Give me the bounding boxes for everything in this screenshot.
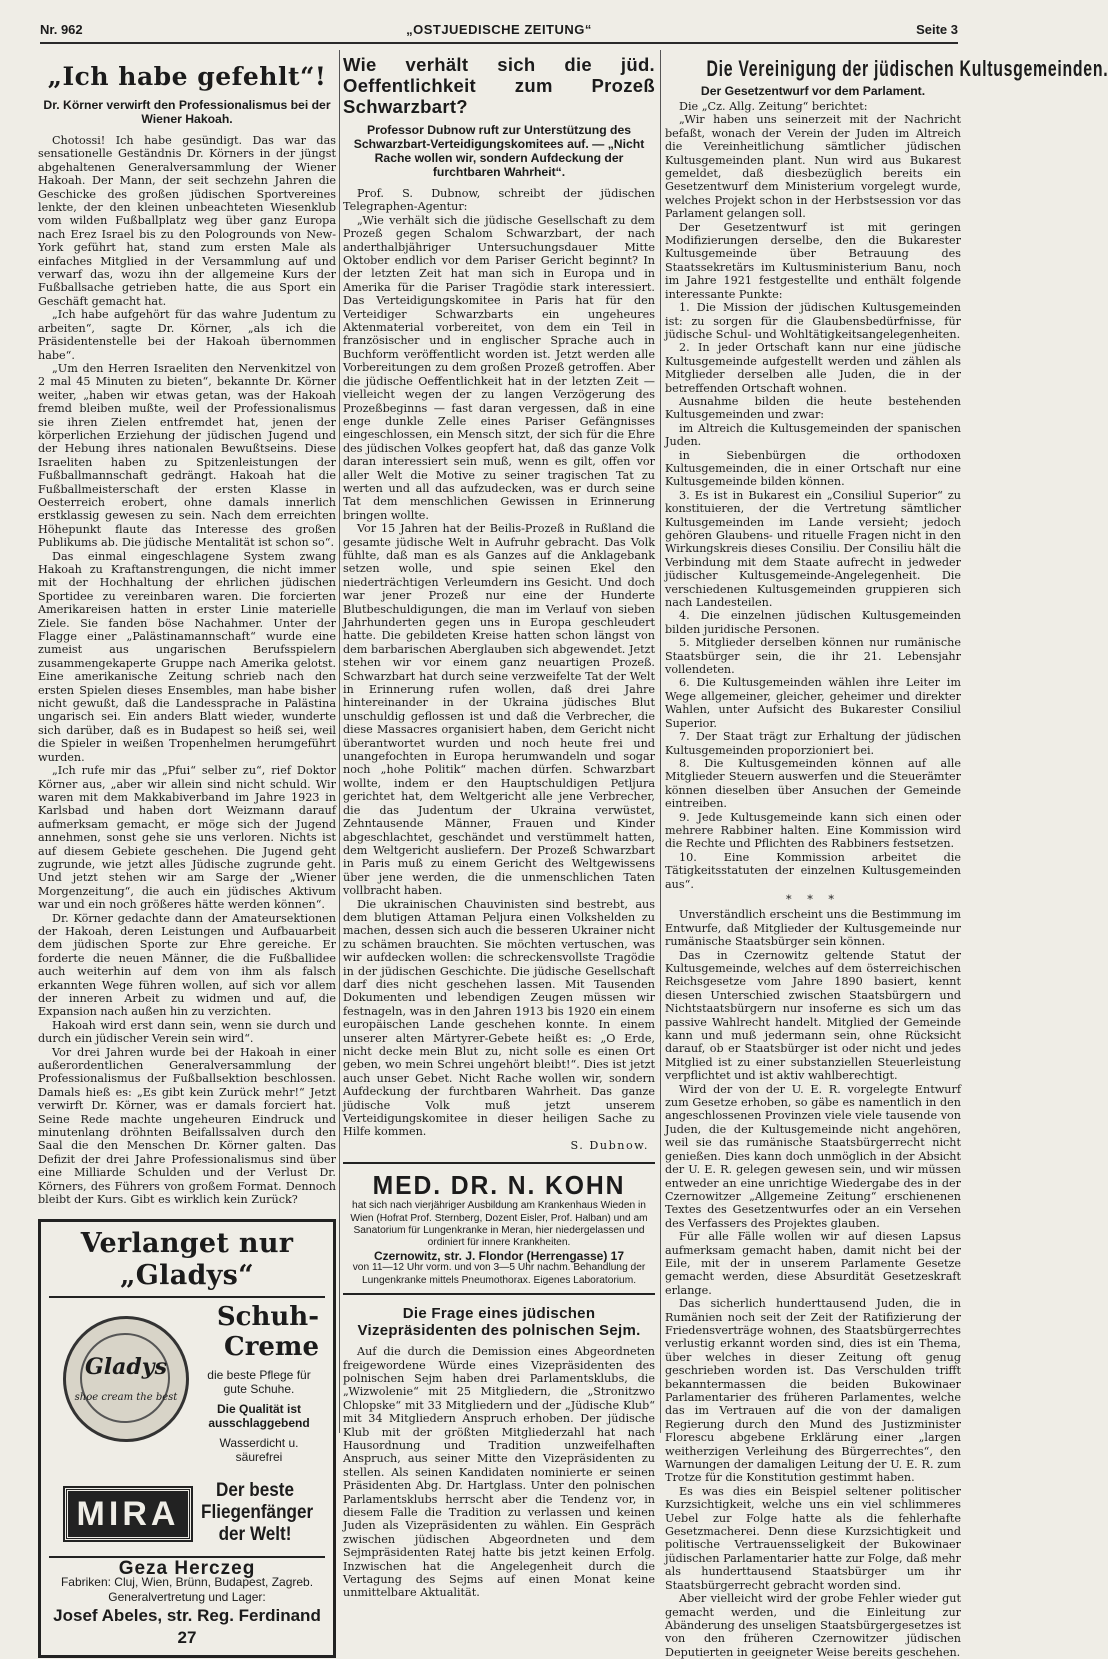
paragraph: 4. Die einzelnen jüdischen Kultusgemeinden bilden juridische Personen.: [665, 609, 961, 636]
paragraph: Die ukrainischen Chauvinisten sind bestrebt, aus dem blutigen Attaman Peljura einen Volkshelden zu machen, dessen sich auch die besseren Ukrainer nicht zu schämen brauchten. Sie möchten vertuschen, was wir aufdecken wollen: die schreckensvollste Tragödie in der jüdischen Geschichte. Die jüdische Gesellschaft darf dies nicht geschehen lassen. Mit Tausenden Dokumenten und lebendigen Zeugen müssen wir festnageln, was in den Jahren 1913 bis 1920 ein einem europäischen Lande geschehen konnte. In einem unserer alten Märtyrer-Gebete heißt es: „O Erde, nicht decke mein Blut zu, nicht solle es einen Ort geben, wo mein Schrei ungehört bleibt!“. Dies ist jetzt auch unser Gebet. Nicht Rache wollen wir, sondern Aufdeckung der furchtbaren Wahrheit. Das ganze jüdische Volk muß jetzt unserem Verteidigungskomitee in dieser heiligen Sache zu Hilfe kommen.: [343, 897, 655, 1139]
paragraph: Es was dies ein Beispiel seltener politischer Kurzsichtigkeit, welche uns ein viel schlimmeres Uebel zur Folge hatte als die fehlerhafte Gesetzmacherei. Denn diese Kurzsichtigkeit und politische Vertrauensseligkeit der Bukowinaer jüdischen Parlamentarier hatte zur Folge, daß mehr als hunderttausend Staatsbürger um ihr Staatsbürgerrecht gebracht worden sind.: [665, 1484, 961, 1592]
tin-slogan: shoe cream the best: [74, 1391, 178, 1403]
ad-hours: von 11—12 Uhr vorm. und von 3—5 Uhr nachm. Behandlung der Lungenkranke mittels Pneumothorax. Eigenes Laboratorium.: [352, 1262, 646, 1286]
paragraph: Wird der von der U. E. R. vorgelegte Entwurf zum Gesetze erhoben, so gäbe es namentlich in den angeschlossenen Provinzen viele viele tausende von Juden, die der Kultusgemeinde nicht angehören, weil sie das rumänische Staatsbürgerrecht nicht genießen. Dies kann doch unmöglich in der Absicht der U. E. R. gelegen gewesen sein, und wir müssen entweder an eine unrichtige Wiedergabe des in der Czernowitzer „Allgemeine Zeitung“ erschienenen Textes des Gesetzentwurfes oder an ein Versehen des Verfassers des Projektes glauben.: [665, 1082, 961, 1230]
paragraph: 7. Der Staat trägt zur Erhaltung der jüdischen Kultusgemeinden proporzioniert bei.: [665, 730, 961, 757]
page-header: [40, 14, 958, 44]
paragraph: Auf die durch die Demission eines Abgeordneten freigewordene Würde eines Vizepräsidenten des polnischen Sejm haben drei Parlamentsklubs, die „Wizwolenie“ mit 25 Mitgliedern, die „Stronitzwo Chlopske“ mit 33 Mitgliedern und der „Jüdische Klub“ mit 34 Mitgliedern Anspruch erhoben. Der jüdische Klub mit der größten Mitgliederzahl hat nach Hausordnung und Tradition unzweifelhaften Anspruch, aus seiner Mitte den Vizepräsidenten zu stellen. Als seinen Kandidaten nominierte er seinen Präsidenten Abg. Dr. Hartglass. Unter den polnischen Parlamentsklubs herrscht aber die Tendenz vor, in diesem Falle die Tradition zu verlassen und keinen Juden als Vizepräsidenten zu wählen. Ein Gespräch zwischen jüdischen Abgeordneten und dem Sejmpräsidenten Ratej hatte bis jetzt keinen Erfolg. Inzwischen hat die Angelegenheit durch die Vertagung des Sejms auf einen Monat keine unmittelbare Aktualität.: [343, 1345, 655, 1600]
article-subtitle: Dr. Körner verwirft den Professionalismus bei der Wiener Hakoah.: [43, 98, 331, 126]
doctor-name: MED. DR. N. KOHN: [372, 1170, 626, 1201]
mira-claim: Der beste Fliegenfänger der Welt!: [201, 1479, 314, 1545]
article-title: „Ich habe gefehlt“!: [47, 62, 327, 91]
column-divider: [660, 50, 661, 1433]
mira-logo: MIRA: [65, 1488, 191, 1540]
article-subtitle: Professor Dubnow ruft zur Unterstützung des Schwarzbart-Verteidigungskomitees auf. — „Nicht Rache wollen wir, sondern Aufdeckung der furchtbaren Wahrheit“.: [353, 123, 645, 179]
issue-number: Nr. 962: [40, 22, 83, 37]
paragraph: Aber vielleicht wird der grobe Fehler wieder gut gemacht werden, und die Einleitung zur Abänderung des unseligen Staatsbürgergesetzes ist von den früheren Czernowitzer jüdischen Deputierten in geeigneter Weise bereits geschehen.: [665, 1592, 961, 1659]
shoe-cream-tin-illustration: [63, 1316, 189, 1442]
kohn-advertisement: [343, 1162, 655, 1295]
paragraph: Für alle Fälle wollen wir auf diesen Lapsus aufmerksam gemacht haben, damit nicht bei der Eile, mit der in unserem Parlamente Gesetze gemacht werden, diese Absurdität Gesetzeskraft erlange.: [665, 1230, 961, 1297]
claim: die beste Pflege für gute Schuhe.: [207, 1367, 311, 1396]
claim: Wasserdicht u. säurefrei: [219, 1435, 299, 1464]
paragraph: in Siebenbürgen die orthodoxen Kultusgemeinden, die in einer Ortschaft nur eine Kultusgemeinde bilden können.: [665, 448, 961, 489]
gladys-advertisement: [38, 1219, 336, 1658]
column-1: [38, 52, 336, 1658]
paragraph: 10. Eine Kommission arbeitet die Tätigkeitsstatuten der einzelnen Kultusgemeinden aus“.: [665, 850, 961, 891]
agent-address: Josef Abeles, str. Reg. Ferdinand 27: [53, 1605, 321, 1647]
paragraph: 3. Es ist in Bukarest ein „Consiliul Superior“ zu konstituieren, der die Vertretung sämtlicher Kultusgemeinden im Lande versieht; jedoch gehören Glaubens- und rituelle Fragen nicht in den Wirkungskreis dieses Consiliu. Der Consiliu hält die Verbindung mit dem Staate aufrecht in jedweder jüdischer Kultusgemeinde-Angelegenheit. Die verschiedenen Kultusgemeinden gruppieren sich nach Landesteilen.: [665, 488, 961, 610]
paragraph: Hakoah wird erst dann sein, wenn sie durch und durch ein jüdischer Verein sein wird“.: [38, 1018, 336, 1046]
signature: S. Dubnow.: [570, 1138, 649, 1152]
manufacturer: Geza Herczeg: [49, 1556, 325, 1575]
product-name: Schuh-Creme: [216, 1301, 319, 1362]
agency-label: Generalvertretung und Lager:: [108, 1589, 266, 1604]
ad-headline: Verlanget nur „Gladys“: [49, 1228, 325, 1298]
column-3: [665, 52, 1108, 1659]
paragraph: 9. Jede Kultusgemeinde kann sich einen oder mehrere Rabbiner halten. Eine Kommission wird die Rechte und Pflichten des Rabbiners festsetzen.: [665, 810, 961, 851]
paragraph: Der Gesetzentwurf ist mit geringen Modifizierungen derselbe, den die Bukarester Kultusgemeinde über Betrauung des Staatssekretärs im Kultusministerium Banu, noch im Jahre 1921 festgestellte und enthält folgende interessante Punkte:: [665, 220, 961, 301]
paragraph: „Ich habe aufgehört für das wahre Judentum zu arbeiten“, sagte Dr. Körner, „als ich die Präsidentenstelle bei der Hakoah übernommen habe“.: [38, 308, 336, 362]
article-title: Die Vereinigung der jüdischen Kultusgemeinden.: [706, 56, 1108, 81]
paragraph: 2. In jeder Ortschaft kann nur eine jüdische Kultusgemeinde aufgestellt werden und zählen als Mitglieder derselben alle Juden, die in der betreffenden Ortschaft wohnen.: [665, 341, 961, 395]
claim: Die Qualität ist ausschlaggebend: [208, 1401, 310, 1430]
paragraph: Das sicherlich hunderttausend Juden, die in Rumänien noch seit der Zeit der Ratifizierung der Friedensverträge wohnen, des Staatsbürgerrechtes verlustig erkannt worden sind, dies ist ein Thema, über welches in dieser Zeitung oft genug geschrieben worden ist. Das Verschulden trifft bekanntermassen die beiden Bukowinaer Parlamentarier des früheren Parlamentes, welche das im Vertrauen auf die von der damaligen Regierung durch den Mund des Justizminister Florescu abgebene Erklärung einer „largen weitherzigen Verleihung des Bürgerrechtes“, den Warnungen der damaligen Leitung der U. E. R. zum Trotze für die Konstitution gestimmt haben.: [665, 1297, 961, 1485]
paragraph: Prof. S. Dubnow, schreibt der jüdischen Telegraphen-Agentur:: [343, 187, 655, 214]
paragraph: im Altreich die Kultusgemeinden der spanischen Juden.: [665, 421, 961, 449]
paragraph: Vor drei Jahren wurde bei der Hakoah in einer außerordentlichen Generalversammlung der Professionalismus der Fußballsektion beschlossen. Damals hieß es: „Es gibt kein Zurück mehr!“ Jetzt verwirft Dr. Körner, was er damals forciert hat. Seine Rede machte ungeheuren Eindruck und minutenlang dröhnten Beifallssalven durch den Saal die den Menschen Dr. Körner galten. Das Defizit der drei Jahre Professionalismus sind über eine Milliarde Schulden und der Verlust Dr. Körners, des Führers von großem Format. Dennoch bleibt der Kurs. Gibt es wirklich kein Zurück?: [38, 1045, 336, 1207]
section-separator: * * *: [786, 892, 840, 906]
newspaper-title: „OSTJUEDISCHE ZEITUNG“: [406, 22, 592, 37]
paragraph: „Ich rufe mir das „Pfui“ selber zu“, rief Doktor Körner aus, „aber wir allein sind nicht schuld. Wir waren mit dem Makkabiverband im Jahre 1923 in Karlsbad und haben dort Weizmann darauf aufmerksam gemacht, er möge sich der Jugend annehmen, sonst gehe sie uns verloren. Nichts ist auf diesem Gebiete geschehen. Die Jugend geht zugrunde, wie jetzt alles Jüdische zugrunde geht. Und jetzt stehen wir am Sarge der „Wiener Morgenzeitung“, die auch ein jüdisches Aktivum war und ein noch größeres hätte werden können“.: [38, 764, 336, 912]
paragraph: Das in Czernowitz geltende Statut der Kultusgemeinde, welches auf dem österreichischen Reichsgesetze vom Jahre 1890 basiert, kennt diesen Unterschied zwischen Staatsbürgern und Nichtstaatsbürgern nur insoferne es sich um das passive Wahlrecht handelt. Mitglied der Gemeinde kann und muß jedermann sein, ohne Rücksicht darauf, ob er Staatsbürger ist oder nicht und jedes Mitglied ist zu einer substanziellen Steuerleistung verpflichtet und ist aktiv wahlberechtigt.: [665, 948, 961, 1083]
ad-text: hat sich nach vierjähriger Ausbildung am Krankenhaus Wieden in Wien (Hofrat Prof. Sternberg, Dozent Eisler, Prof. Halban) und am Sanatorium für Lungenkranke in Meran, hier niedergelassen und ordiniert für innere Krankheiten.: [350, 1200, 648, 1249]
tin-brand: Gladys: [85, 1353, 167, 1380]
paragraph: Chotossi! Ich habe gesündigt. Das war das sensationelle Geständnis Dr. Körners in der jüngst abgehaltenen Generalversammlung der Wiener Hakoah. Der Mann, der seit sechzehn Jahren die Geschicke des großen jüdischen Sportvereines lenkte, der den kleinen unbeachteten Wiesenklub vom wilden Fußballplatz weg über ganz Europa nach Erez Israel bis zu den Pologrounds von New-York geführt hat, stand zum ersten Male als einfaches Mitglied in der Versammlung auf und verwarf das, wozu ihn der allgemeine Kurs der Fußballsache getrieben hatte, die aus Sport ein Geschäft gemacht hat.: [38, 134, 336, 308]
page-number: Seite 3: [916, 22, 958, 37]
product-claims: [199, 1368, 319, 1464]
factories: Fabriken: Cluj, Wien, Brünn, Budapest, Zagreb.: [60, 1574, 314, 1589]
paragraph: „Wie verhält sich die jüdische Gesellschaft zu dem Prozeß gegen Schalom Schwarzbart, der nach anderthalbjähriger Untersuchungsdauer Mitte Oktober endlich vor dem Pariser Gericht beginnt? In der letzten Zeit hat man sich in Europa und in Amerika für die Pariser Tragödie stark interessiert. Das Verteidigungskomitee in Paris hat für den Verteidiger Schwarzbarts ein ungeheures Aktenmaterial vorbereitet, von dem ein Teil in französischer und in englischer Sprache auch in Buchform veröffentlicht worden ist. Jetzt werden alle Vorbereitungen zu dem großen Prozeß getroffen. Aber die jüdische Oeffentlichkeit hat in der letzten Zeit — vielleicht wegen der zu langen Verzögerung des Prozeßbeginns — fast daran vergessen, daß in eine enge dunkle Zelle eines Pariser Gefängnisses eingeschlossen, ein Mensch sitzt, der sich für die Ehre des jüdischen Volkes geopfert hat, daß das ganze Volk daran interessiert sein muß, wenn es gilt, offen vor aller Welt die Motive zu seiner tragischen Tat zu werten und all das aufzudecken, was er durch seine Tat dem menschlichen Gewissen in Erinnerung bringen wollte.: [343, 213, 655, 522]
paragraph: Die „Cz. Allg. Zeitung“ berichtet:: [679, 100, 868, 113]
paragraph: 8. Die Kultusgemeinden können auf alle Mitglieder Steuern auswerfen und die Steuerämter können dieselben über Ansuchen der Gemeinde eintreiben.: [665, 756, 961, 811]
paragraph: Unverständlich erscheint uns die Bestimmung im Entwurfe, daß Mitglieder der Kultusgemeinde nur rumänische Staatsbürger sein können.: [665, 908, 961, 949]
article-subtitle: Der Gesetzentwurf vor dem Parlament.: [700, 84, 926, 98]
paragraph: 1. Die Mission der jüdischen Kultusgemeinden ist: zu sorgen für die Glaubensbedürfnisse, für jüdische Schul- und Wohltätigkeitsangelegenheiten.: [665, 301, 961, 341]
ad-address: Czernowitz, str. J. Flondor (Herrengasse) 17: [373, 1248, 625, 1263]
paragraph: 5. Mitglieder derselben können nur rumänische Staatsbürger sein, die ihr 21. Lebensjahr vollendeten.: [665, 636, 961, 677]
column-2: [343, 52, 655, 1600]
paragraph: „Wir haben uns seinerzeit mit der Nachricht befaßt, wonach der Verein der Juden im Altreich die Vereinheitlichung sämtlicher jüdischen Kultusgemeinden plant. Nun wird aus Bukarest gemeldet, daß diesbezüglich bereits ein Gesetzentwurf dem Ministerium vorgelegt wurde, welches Projekt schon in der Herbstsession vor das Parlament gelangen soll.: [665, 113, 961, 221]
paragraph: Das einmal eingeschlagene System zwang Hakoah zu Kraftanstrengungen, die nicht immer mit der Hochhaltung der ehrlichen jüdischen Sportidee zu vereinbaren waren. Die forcierten Amerikareisen hatten in erster Linie materielle Ziele. Sie fanden böse Nachahmer. Unter der Flagge einer „Palästinamannschaft“ wurde eine zumeist aus ungarischen Berufsspielern zusammengekaperte Gruppe nach Amerika gelotst. Eine amerikanische Zeitung schrieb nach den ersten Spielen dieses Ensembles, man habe bisher nicht gewußt, daß die Landessprache in Palästina ungarisch sei. Ein anders Blatt wieder, wunderte sich darüber, daß es in Budapest so heiß sei, weil die Spieler in weißen Tropenhelmen herumgeführt wurden.: [38, 549, 336, 764]
paragraph: Ausnahme bilden die heute bestehenden Kultusgemeinden und zwar:: [665, 394, 961, 422]
paragraph: Vor 15 Jahren hat der Beilis-Prozeß in Rußland die gesamte jüdische Welt in Aufruhr gebracht. Das Volk fühlte, daß man es als Ganzes auf die Anklagebank setzen wolle, und spie seinen Ekel den niederträchtigen Verleumdern ins Gesicht. Und doch war jener Prozeß nur eine der Hunderte Blutbeschuldigungen, die man im Verlauf von sieben Jahrhunderten gegen uns in Europa geschleudert hatte. Die gebildeten Kreise hatten schon längst von dem barbarischen Aberglauben sich abgewendet. Jetzt stehen wir vor einem ganz neuartigen Prozeß. Schwarzbart hat durch seine verzweifelte Tat der Welt in Erinnerung rufen wollen, daß drei Jahre hintereinander in der Ukraina jüdisches Blut unschuldig geflossen ist und daß die Verbrecher, die diese Massacres organisiert haben, dem Gericht nicht überantwortet wurden und noch heute frei und unangefochten in Europa herumwandeln und sogar noch „hohe Politik“ machen dürfen. Schwarzbart wollte, indem er den Hauptschuldigen Petljura gerichtet hat, dem Weltgericht alle jene Verbrecher, die das Judentum der Ukraina verwüstet, Zehntausende Männer, Frauen und Kinder abgeschlachtet, geschändet und verstümmelt hatten, dem Weltgericht ausliefern. Der Prozeß Schwarzbart in Paris muß zu einem Gericht des Weltgewissens über jene werden, die die unmenschlichen Taten vollbracht haben.: [343, 522, 655, 898]
article-title: Die Frage eines jüdischen Vizepräsidenten des polnischen Sejm.: [357, 1305, 641, 1340]
paragraph: Dr. Körner gedachte dann der Amateursektionen der Hakoah, deren Leistungen und Aufbauarbeit dem jüdischen Sporte zur Ehre gereiche. Er forderte die neuen Männer, die die Fußballidee auch weiterhin auf dem von ihm als falsch erkannten Wege führen wollen, auf sich vor allem der inneren Arbeit zu widmen und auf, die Expansion nach außen hin zu verzichten.: [38, 911, 336, 1019]
article-title: Wie verhält sich die jüd. Oeffentlichkeit zum Prozeß Schwarzbart?: [343, 54, 655, 117]
paragraph: 6. Die Kultusgemeinden wählen ihre Leiter im Wege allgemeiner, gleicher, geheimer und direkter Wahlen, unter Aufsicht des Bukarester Consiliul Superior.: [665, 676, 961, 730]
paragraph: „Um den Herren Israeliten den Nervenkitzel von 2 mal 45 Minuten zu bieten“, bekannte Dr. Körner weiter, „haben wir etwas getan, was der Hakoah fremd bleiben mußte, weil der Professionalismus sie ihren Zielen entfremdet hat, jenen der körperlichen Erziehung der jüdischen Jugend und der Hebung ihres nationalen Bewußtseins. Diese Israeliten haben zu Spitzenleistungen der Fußballmannschaft gedrängt. Hakoah hat die Fußballmeisterschaft der ersten Klasse in Oesterreich erobert, ohne damals innerlich erstklassig gewesen zu sein. Nach dem erreichten Höhepunkt flaute das Interesse des großen Publikums ab. Die jüdische Mentalität ist schon so“.: [38, 361, 336, 550]
column-divider: [339, 50, 340, 1433]
